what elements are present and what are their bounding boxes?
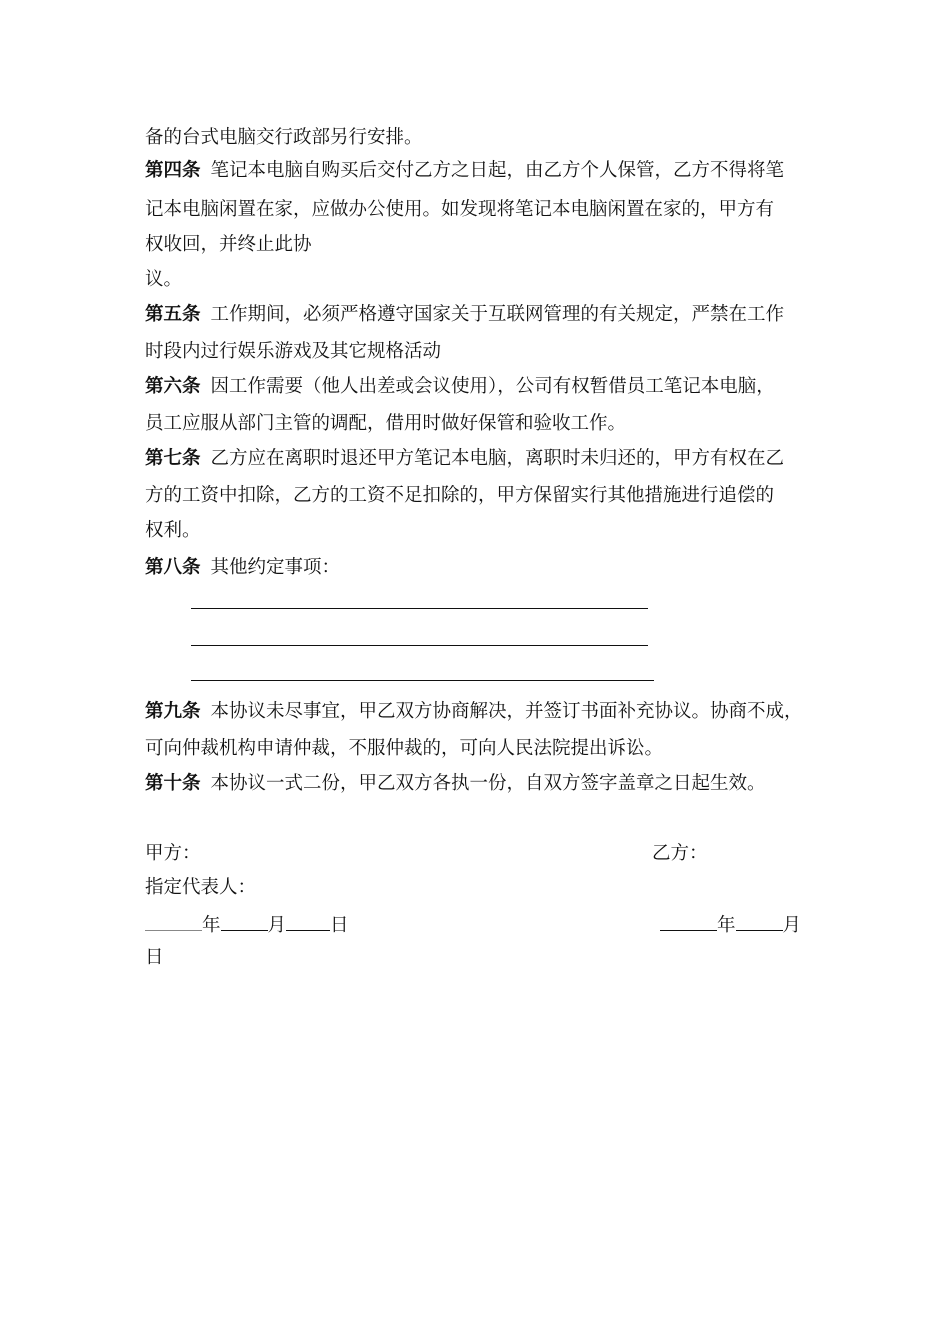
blank-line-1: [191, 608, 648, 609]
article-5-line-1: 第五条 工作期间，必须严格遵守国家关于互联网管理的有关规定，严禁在工作: [145, 304, 785, 325]
article-6-line-2: 员工应服从部门主管的调配，借用时做好保管和验收工作。: [145, 413, 627, 434]
article-9-line-1: 第九条 本协议未尽事宜，甲乙双方协商解决，并签订书面补充协议。协商不成，: [145, 701, 803, 722]
article-6-label: 第六条: [145, 376, 201, 397]
article-6-line-1: 第六条 因工作需要（他人出差或会议使用），公司有权暂借员工笔记本电脑，: [145, 376, 775, 397]
paragraph-line: 备的台式电脑交行政部另行安排。: [145, 127, 423, 148]
article-4-line-1: 第四条 笔记本电脑自购买后交付乙方之日起，由乙方个人保管，乙方不得将笔: [145, 160, 785, 181]
article-10-line-1: 第十条 本协议一式二份，甲乙双方各执一份，自双方签字盖章之日起生效。: [145, 773, 766, 794]
article-4-line-3: 权收回，并终止此协: [145, 234, 312, 255]
month-blank: [736, 910, 783, 931]
article-9-label: 第九条: [145, 701, 201, 722]
party-b-date: 年 月: [660, 910, 801, 938]
blank-line-2: [191, 645, 648, 646]
party-b-day: 日: [145, 947, 164, 968]
article-5-label: 第五条: [145, 304, 201, 325]
blank-line-3: [191, 680, 654, 681]
day-blank: [286, 910, 330, 931]
article-7-line-2: 方的工资中扣除，乙方的工资不足扣除的，甲方保留实行其他措施进行追偿的: [145, 485, 775, 506]
article-10-label: 第十条: [145, 773, 201, 794]
article-4-label: 第四条: [145, 160, 201, 181]
article-5-line-2: 时段内过行娱乐游戏及其它规格活动: [145, 341, 442, 362]
representative-label: 指定代表人：: [145, 877, 257, 898]
party-b-label: 乙方：: [652, 843, 708, 864]
article-7-line-1: 第七条 乙方应在离职时退还甲方笔记本电脑，离职时未归还的，甲方有权在乙: [145, 448, 785, 469]
article-8-line-1: 第八条 其他约定事项：: [145, 557, 341, 578]
article-4-line-2: 记本电脑闲置在家，应做办公使用。如发现将笔记本电脑闲置在家的，甲方有: [145, 199, 775, 220]
article-8-label: 第八条: [145, 557, 201, 578]
year-blank: [660, 910, 717, 931]
party-a-date: 年 月 日: [145, 910, 349, 938]
month-blank: [221, 910, 268, 931]
year-blank: [145, 910, 202, 931]
article-7-label: 第七条: [145, 448, 201, 469]
article-4-line-4: 议。: [145, 269, 183, 290]
article-9-line-2: 可向仲裁机构申请仲裁，不服仲裁的，可向人民法院提出诉讼。: [145, 738, 664, 759]
article-7-line-3: 权利。: [145, 520, 201, 541]
party-a-label: 甲方：: [145, 843, 201, 864]
